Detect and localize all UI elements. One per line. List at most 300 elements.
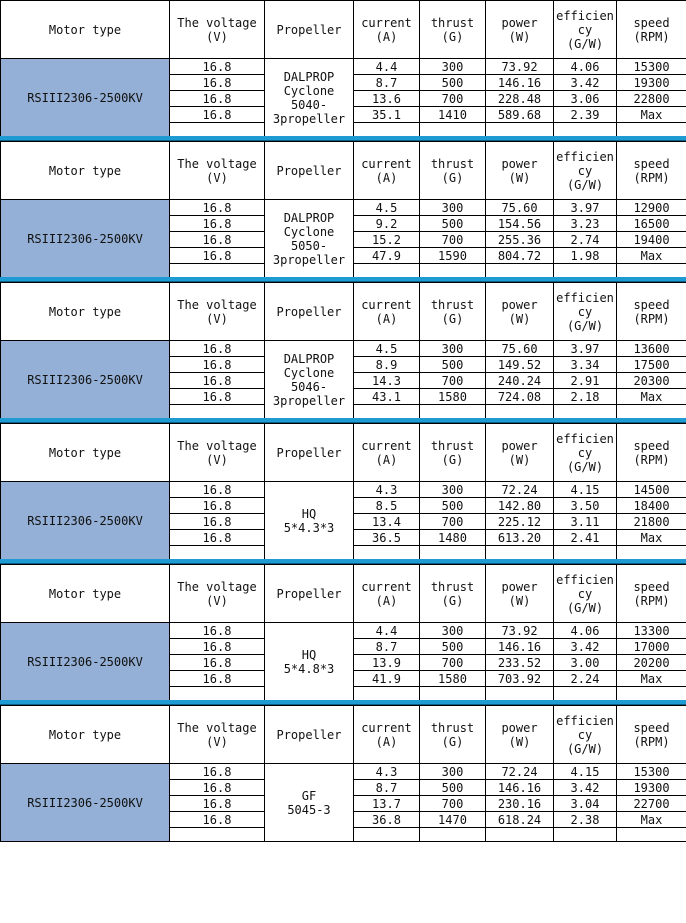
voltage-cell: 16.8 xyxy=(170,341,265,357)
power-cell: 75.60 xyxy=(486,200,554,216)
header-line: (G) xyxy=(441,29,464,44)
thrust-cell: 1470 xyxy=(420,812,486,828)
header-efficiency xyxy=(554,565,617,623)
propeller-cell xyxy=(265,764,354,842)
empty-cell xyxy=(170,264,265,278)
speed-cell: 12900 xyxy=(617,200,686,216)
header-line: 5040- xyxy=(290,97,328,112)
header-line: thrust xyxy=(430,15,475,30)
header-line: HQ xyxy=(301,506,317,521)
power-cell: 618.24 xyxy=(486,812,554,828)
header-thrust xyxy=(420,565,486,623)
header-line: efficien xyxy=(556,572,614,587)
empty-cell xyxy=(617,828,686,842)
current-cell: 35.1 xyxy=(354,107,420,123)
header-row xyxy=(1,142,686,200)
header-line: 5*4.3*3 xyxy=(283,520,335,535)
header-line: speed xyxy=(633,15,670,30)
header-line: (G) xyxy=(441,170,464,185)
speed-cell: 20200 xyxy=(617,655,686,671)
empty-cell xyxy=(354,828,420,842)
voltage-cell: 16.8 xyxy=(170,216,265,232)
current-cell: 15.2 xyxy=(354,232,420,248)
header-line: cy xyxy=(577,727,593,742)
empty-cell xyxy=(617,123,686,137)
header-line: (G/W) xyxy=(566,36,604,51)
power-cell: 589.68 xyxy=(486,107,554,123)
motor-test-table xyxy=(0,0,686,137)
voltage-cell: 16.8 xyxy=(170,530,265,546)
header-line: (V) xyxy=(206,593,228,608)
efficiency-cell: 2.74 xyxy=(554,232,617,248)
efficiency-cell: 2.41 xyxy=(554,530,617,546)
efficiency-cell: 2.38 xyxy=(554,812,617,828)
header-line: (G) xyxy=(441,593,464,608)
efficiency-cell: 3.23 xyxy=(554,216,617,232)
empty-cell xyxy=(170,405,265,419)
thrust-cell: 1590 xyxy=(420,248,486,264)
efficiency-cell: 4.06 xyxy=(554,59,617,75)
header-line: efficien xyxy=(556,713,614,728)
empty-cell xyxy=(486,123,554,137)
header-thrust xyxy=(420,706,486,764)
header-line: DALPROP xyxy=(283,351,335,366)
header-propeller: Propeller xyxy=(265,142,354,200)
current-cell: 36.5 xyxy=(354,530,420,546)
header-line: (G/W) xyxy=(566,459,604,474)
header-line: cy xyxy=(577,586,593,601)
voltage-cell: 16.8 xyxy=(170,498,265,514)
header-row xyxy=(1,706,686,764)
current-cell: 14.3 xyxy=(354,373,420,389)
header-voltage xyxy=(170,1,265,59)
header-line: thrust xyxy=(430,156,475,171)
power-cell: 75.60 xyxy=(486,341,554,357)
motor-model-cell: RSIII2306-2500KV xyxy=(1,341,170,419)
header-voltage xyxy=(170,283,265,341)
header-line: speed xyxy=(633,156,670,171)
voltage-cell: 16.8 xyxy=(170,107,265,123)
header-line: Cyclone xyxy=(283,365,335,380)
efficiency-cell: 3.97 xyxy=(554,341,617,357)
header-line: (G/W) xyxy=(566,177,604,192)
efficiency-cell: 2.91 xyxy=(554,373,617,389)
header-line: The voltage xyxy=(177,720,257,735)
header-line: (A) xyxy=(375,452,398,467)
voltage-cell: 16.8 xyxy=(170,812,265,828)
header-power xyxy=(486,706,554,764)
header-thrust xyxy=(420,283,486,341)
header-speed xyxy=(617,142,686,200)
header-line: (A) xyxy=(375,29,398,44)
power-cell: 72.24 xyxy=(486,764,554,780)
header-current xyxy=(354,424,420,482)
header-voltage xyxy=(170,565,265,623)
efficiency-cell: 3.50 xyxy=(554,498,617,514)
motor-test-table xyxy=(0,705,686,842)
table-row xyxy=(1,764,686,780)
speed-cell: 15300 xyxy=(617,59,686,75)
header-line: 5045-3 xyxy=(287,802,331,817)
empty-cell xyxy=(170,123,265,137)
voltage-cell: 16.8 xyxy=(170,75,265,91)
motor-model-cell: RSIII2306-2500KV xyxy=(1,59,170,137)
header-power xyxy=(486,283,554,341)
header-propeller: Propeller xyxy=(265,706,354,764)
empty-cell xyxy=(486,264,554,278)
header-line: GF xyxy=(301,788,317,803)
empty-cell xyxy=(354,687,420,701)
header-efficiency xyxy=(554,142,617,200)
power-cell: 230.16 xyxy=(486,796,554,812)
power-cell: 73.92 xyxy=(486,59,554,75)
voltage-cell: 16.8 xyxy=(170,655,265,671)
header-line: (RPM) xyxy=(633,170,670,185)
header-line: (W) xyxy=(508,734,531,749)
empty-cell xyxy=(554,546,617,560)
speed-cell: 20300 xyxy=(617,373,686,389)
header-line: (G/W) xyxy=(566,741,604,756)
voltage-cell: 16.8 xyxy=(170,91,265,107)
header-line: 5*4.8*3 xyxy=(283,661,335,676)
header-line: current xyxy=(361,720,412,735)
efficiency-cell: 3.34 xyxy=(554,357,617,373)
header-line: power xyxy=(501,438,538,453)
efficiency-cell: 2.24 xyxy=(554,671,617,687)
header-line: (W) xyxy=(508,452,531,467)
propeller-cell xyxy=(265,341,354,419)
voltage-cell: 16.8 xyxy=(170,623,265,639)
thrust-cell: 700 xyxy=(420,373,486,389)
efficiency-cell: 3.04 xyxy=(554,796,617,812)
power-cell: 804.72 xyxy=(486,248,554,264)
header-speed xyxy=(617,1,686,59)
empty-cell xyxy=(420,828,486,842)
header-line: (G) xyxy=(441,311,464,326)
voltage-cell: 16.8 xyxy=(170,482,265,498)
speed-cell: 13300 xyxy=(617,623,686,639)
thrust-cell: 500 xyxy=(420,216,486,232)
voltage-cell: 16.8 xyxy=(170,200,265,216)
power-cell: 149.52 xyxy=(486,357,554,373)
current-cell: 13.6 xyxy=(354,91,420,107)
header-propeller: Propeller xyxy=(265,565,354,623)
header-line: The voltage xyxy=(177,15,257,30)
empty-cell xyxy=(420,123,486,137)
speed-cell: Max xyxy=(617,248,686,264)
power-cell: 240.24 xyxy=(486,373,554,389)
header-current xyxy=(354,706,420,764)
header-line: (G/W) xyxy=(566,600,604,615)
voltage-cell: 16.8 xyxy=(170,639,265,655)
header-line: 3propeller xyxy=(272,393,346,408)
header-line: (RPM) xyxy=(633,734,670,749)
efficiency-cell: 4.15 xyxy=(554,764,617,780)
empty-cell xyxy=(617,264,686,278)
power-cell: 142.80 xyxy=(486,498,554,514)
header-line: (W) xyxy=(508,311,531,326)
power-cell: 255.36 xyxy=(486,232,554,248)
motor-test-table xyxy=(0,141,686,278)
current-cell: 13.9 xyxy=(354,655,420,671)
voltage-cell: 16.8 xyxy=(170,514,265,530)
header-current xyxy=(354,283,420,341)
header-line: 3propeller xyxy=(272,111,346,126)
thrust-cell: 700 xyxy=(420,91,486,107)
thrust-cell: 500 xyxy=(420,498,486,514)
propeller-cell xyxy=(265,59,354,137)
efficiency-cell: 4.15 xyxy=(554,482,617,498)
voltage-cell: 16.8 xyxy=(170,671,265,687)
speed-cell: Max xyxy=(617,812,686,828)
speed-cell: Max xyxy=(617,389,686,405)
header-power xyxy=(486,1,554,59)
thrust-cell: 500 xyxy=(420,357,486,373)
speed-cell: 19300 xyxy=(617,780,686,796)
header-line: cy xyxy=(577,445,593,460)
current-cell: 8.7 xyxy=(354,780,420,796)
speed-cell: Max xyxy=(617,671,686,687)
header-line: (G/W) xyxy=(566,318,604,333)
header-propeller: Propeller xyxy=(265,283,354,341)
power-cell: 154.56 xyxy=(486,216,554,232)
header-line: power xyxy=(501,720,538,735)
power-cell: 724.08 xyxy=(486,389,554,405)
header-line: (V) xyxy=(206,29,228,44)
thrust-cell: 700 xyxy=(420,232,486,248)
header-line: power xyxy=(501,15,538,30)
empty-cell xyxy=(170,828,265,842)
speed-cell: 22700 xyxy=(617,796,686,812)
current-cell: 8.7 xyxy=(354,75,420,91)
header-line: current xyxy=(361,15,412,30)
efficiency-cell: 3.42 xyxy=(554,780,617,796)
empty-cell xyxy=(486,828,554,842)
empty-cell xyxy=(354,123,420,137)
header-motor-type: Motor type xyxy=(1,1,170,59)
empty-cell xyxy=(420,687,486,701)
header-line: (W) xyxy=(508,593,531,608)
speed-cell: Max xyxy=(617,530,686,546)
thrust-cell: 300 xyxy=(420,59,486,75)
efficiency-cell: 3.42 xyxy=(554,75,617,91)
current-cell: 4.5 xyxy=(354,341,420,357)
header-line: (A) xyxy=(375,170,398,185)
thrust-cell: 500 xyxy=(420,639,486,655)
motor-model-cell: RSIII2306-2500KV xyxy=(1,764,170,842)
header-line: current xyxy=(361,579,412,594)
current-cell: 43.1 xyxy=(354,389,420,405)
header-line: speed xyxy=(633,297,670,312)
header-line: thrust xyxy=(430,720,475,735)
efficiency-cell: 1.98 xyxy=(554,248,617,264)
current-cell: 4.5 xyxy=(354,200,420,216)
motor-test-table xyxy=(0,564,686,701)
efficiency-cell: 2.39 xyxy=(554,107,617,123)
efficiency-cell: 3.06 xyxy=(554,91,617,107)
voltage-cell: 16.8 xyxy=(170,373,265,389)
power-cell: 146.16 xyxy=(486,780,554,796)
header-line: (RPM) xyxy=(633,593,670,608)
header-line: (A) xyxy=(375,593,398,608)
current-cell: 4.3 xyxy=(354,764,420,780)
current-cell: 8.7 xyxy=(354,639,420,655)
motor-test-table xyxy=(0,282,686,419)
header-line: (W) xyxy=(508,29,531,44)
header-speed xyxy=(617,283,686,341)
empty-cell xyxy=(486,687,554,701)
motor-model-cell: RSIII2306-2500KV xyxy=(1,482,170,560)
header-row xyxy=(1,283,686,341)
empty-cell xyxy=(170,687,265,701)
header-voltage xyxy=(170,424,265,482)
header-current xyxy=(354,1,420,59)
header-line: speed xyxy=(633,720,670,735)
speed-cell: 16500 xyxy=(617,216,686,232)
current-cell: 4.3 xyxy=(354,482,420,498)
header-line: (A) xyxy=(375,311,398,326)
header-line: efficien xyxy=(556,290,614,305)
motor-test-table xyxy=(0,423,686,560)
empty-cell xyxy=(617,405,686,419)
thrust-cell: 700 xyxy=(420,514,486,530)
current-cell: 8.5 xyxy=(354,498,420,514)
header-line: (G) xyxy=(441,452,464,467)
empty-cell xyxy=(420,405,486,419)
power-cell: 73.92 xyxy=(486,623,554,639)
header-current xyxy=(354,142,420,200)
header-line: (A) xyxy=(375,734,398,749)
thrust-cell: 300 xyxy=(420,200,486,216)
current-cell: 36.8 xyxy=(354,812,420,828)
power-cell: 72.24 xyxy=(486,482,554,498)
propeller-cell xyxy=(265,623,354,701)
speed-cell: 18400 xyxy=(617,498,686,514)
empty-cell xyxy=(354,264,420,278)
voltage-cell: 16.8 xyxy=(170,780,265,796)
header-line: The voltage xyxy=(177,297,257,312)
current-cell: 8.9 xyxy=(354,357,420,373)
header-voltage xyxy=(170,706,265,764)
header-line: DALPROP xyxy=(283,69,335,84)
current-cell: 41.9 xyxy=(354,671,420,687)
header-efficiency xyxy=(554,283,617,341)
voltage-cell: 16.8 xyxy=(170,796,265,812)
speed-cell: 22800 xyxy=(617,91,686,107)
header-voltage xyxy=(170,142,265,200)
thrust-cell: 1480 xyxy=(420,530,486,546)
header-speed xyxy=(617,706,686,764)
header-line: HQ xyxy=(301,647,317,662)
speed-cell: 14500 xyxy=(617,482,686,498)
header-motor-type: Motor type xyxy=(1,142,170,200)
thrust-cell: 300 xyxy=(420,764,486,780)
empty-cell xyxy=(354,546,420,560)
header-line: efficien xyxy=(556,149,614,164)
header-line: 5050- xyxy=(290,238,328,253)
header-line: efficien xyxy=(556,8,614,23)
propeller-cell xyxy=(265,200,354,278)
header-line: Cyclone xyxy=(283,224,335,239)
thrust-cell: 300 xyxy=(420,623,486,639)
header-speed xyxy=(617,424,686,482)
efficiency-cell: 3.00 xyxy=(554,655,617,671)
header-row xyxy=(1,424,686,482)
header-line: (W) xyxy=(508,170,531,185)
table-row xyxy=(1,623,686,639)
current-cell: 13.4 xyxy=(354,514,420,530)
header-line: (G) xyxy=(441,734,464,749)
empty-cell xyxy=(554,687,617,701)
speed-cell: 17000 xyxy=(617,639,686,655)
empty-cell xyxy=(554,828,617,842)
header-line: current xyxy=(361,438,412,453)
power-cell: 225.12 xyxy=(486,514,554,530)
empty-cell xyxy=(420,264,486,278)
header-row xyxy=(1,565,686,623)
power-cell: 146.16 xyxy=(486,639,554,655)
efficiency-cell: 3.42 xyxy=(554,639,617,655)
header-row xyxy=(1,1,686,59)
header-motor-type: Motor type xyxy=(1,283,170,341)
motor-model-cell: RSIII2306-2500KV xyxy=(1,200,170,278)
header-power xyxy=(486,565,554,623)
thrust-cell: 1410 xyxy=(420,107,486,123)
header-motor-type: Motor type xyxy=(1,424,170,482)
empty-cell xyxy=(554,405,617,419)
voltage-cell: 16.8 xyxy=(170,764,265,780)
header-motor-type: Motor type xyxy=(1,565,170,623)
speed-cell: 21800 xyxy=(617,514,686,530)
efficiency-cell: 2.18 xyxy=(554,389,617,405)
header-line: (RPM) xyxy=(633,29,670,44)
efficiency-cell: 3.11 xyxy=(554,514,617,530)
header-line: cy xyxy=(577,22,593,37)
header-line: power xyxy=(501,579,538,594)
header-line: current xyxy=(361,297,412,312)
header-line: The voltage xyxy=(177,579,257,594)
header-line: The voltage xyxy=(177,156,257,171)
header-line: (V) xyxy=(206,452,228,467)
empty-cell xyxy=(486,405,554,419)
table-row xyxy=(1,200,686,216)
table-row xyxy=(1,341,686,357)
header-line: current xyxy=(361,156,412,171)
header-line: thrust xyxy=(430,438,475,453)
current-cell: 47.9 xyxy=(354,248,420,264)
speed-cell: 17500 xyxy=(617,357,686,373)
voltage-cell: 16.8 xyxy=(170,389,265,405)
current-cell: 13.7 xyxy=(354,796,420,812)
header-line: (V) xyxy=(206,170,228,185)
header-line: thrust xyxy=(430,297,475,312)
header-efficiency xyxy=(554,706,617,764)
header-power xyxy=(486,142,554,200)
thrust-cell: 300 xyxy=(420,482,486,498)
header-thrust xyxy=(420,142,486,200)
thrust-cell: 700 xyxy=(420,655,486,671)
header-line: cy xyxy=(577,304,593,319)
header-line: (RPM) xyxy=(633,311,670,326)
table-row xyxy=(1,482,686,498)
empty-cell xyxy=(420,546,486,560)
header-efficiency xyxy=(554,1,617,59)
header-thrust xyxy=(420,1,486,59)
thrust-cell: 1580 xyxy=(420,671,486,687)
empty-cell xyxy=(617,546,686,560)
header-line: speed xyxy=(633,438,670,453)
current-cell: 4.4 xyxy=(354,623,420,639)
